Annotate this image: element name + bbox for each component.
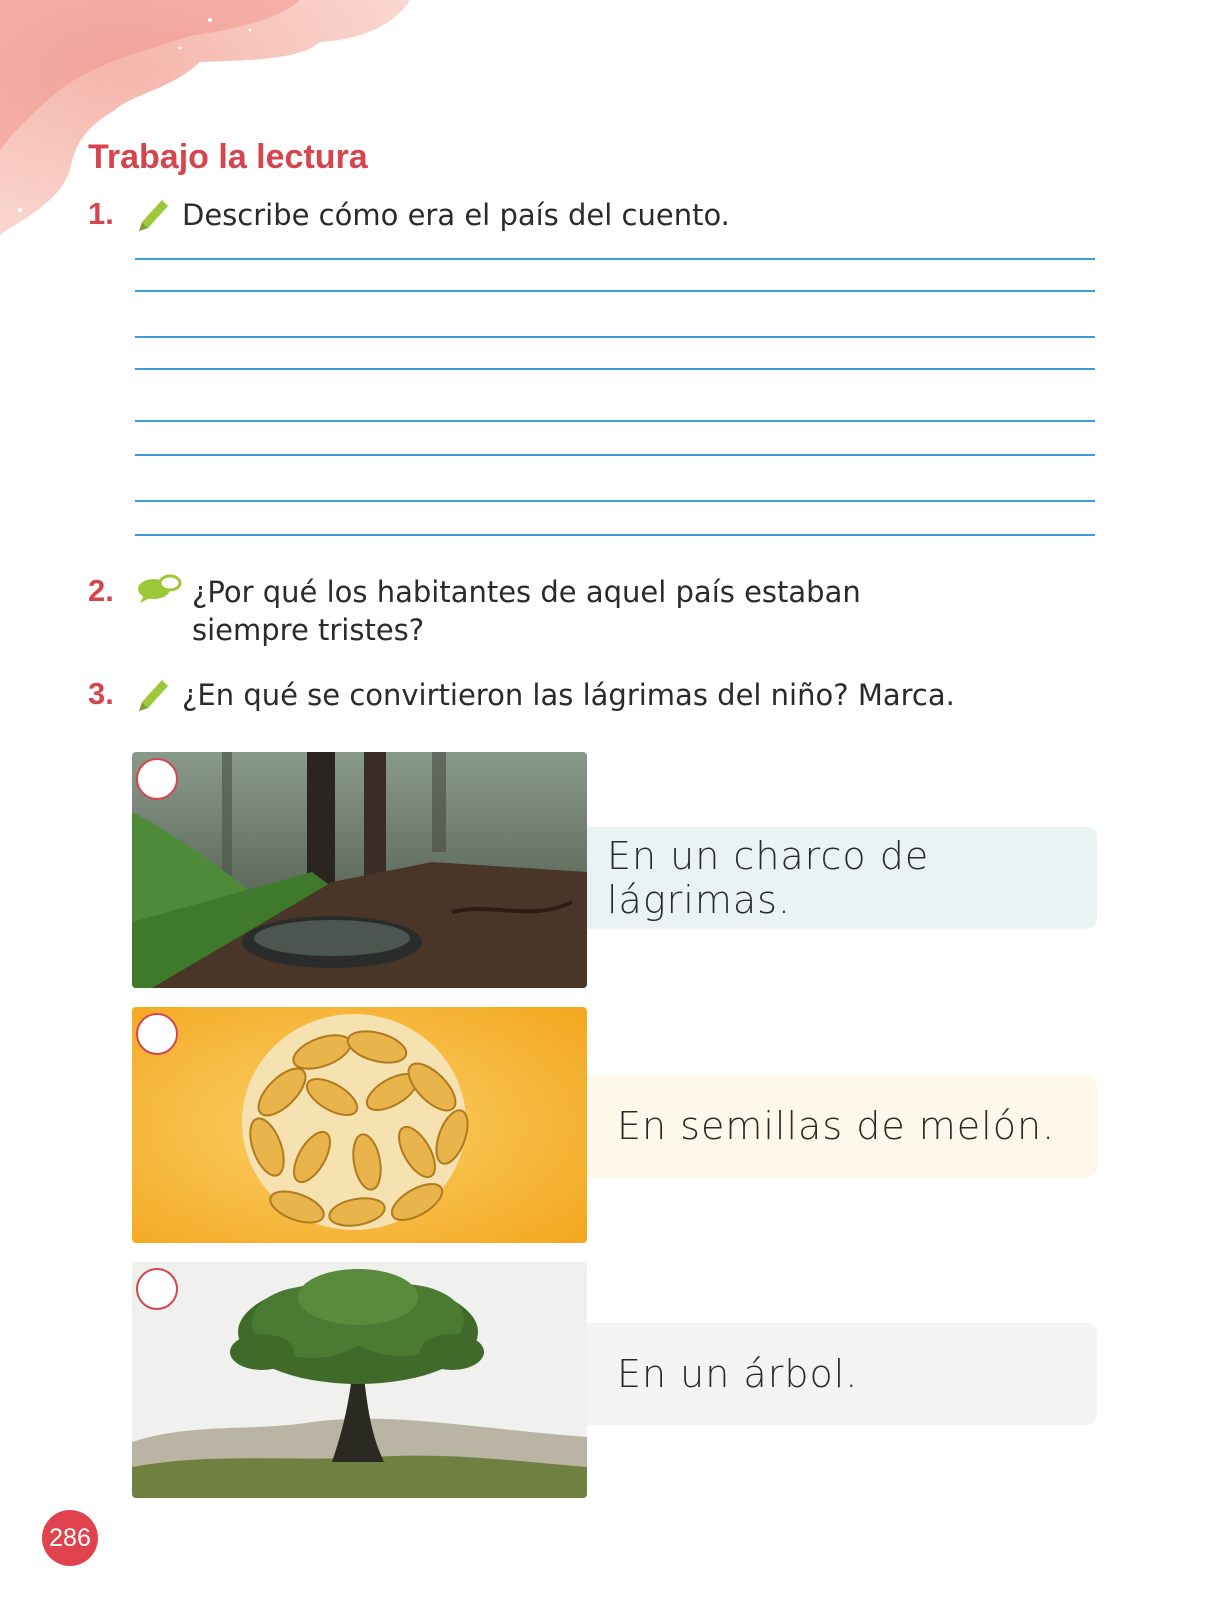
question-number: 3. [88, 676, 114, 711]
page-number: 286 [42, 1510, 98, 1566]
option-checkbox[interactable] [136, 1268, 178, 1310]
question-number: 1. [88, 196, 114, 231]
question-text: ¿Por qué los habitantes de aquel país estaban siempre tristes? [192, 575, 861, 647]
option-label: En semillas de melón. [617, 1104, 1056, 1148]
pencil-icon [134, 192, 174, 232]
option-label: En un charco de lágrimas. [607, 834, 930, 922]
tree-image [132, 1262, 587, 1498]
speech-bubbles-icon [134, 569, 184, 609]
option-charco [132, 752, 1097, 988]
question-1 [88, 196, 730, 234]
option-arbol [132, 1262, 1097, 1498]
option-checkbox[interactable] [136, 1013, 178, 1055]
section-title: Trabajo la lectura [88, 138, 368, 176]
option-checkbox[interactable] [136, 758, 178, 800]
option-label-box [587, 1075, 1097, 1177]
question-text: Describe cómo era el país del cuento. [182, 198, 730, 232]
question-3 [88, 676, 955, 714]
option-label: En un árbol. [617, 1352, 859, 1396]
melon-seeds-image [132, 1007, 587, 1243]
question-2 [88, 573, 932, 649]
pencil-icon [134, 672, 174, 712]
forest-puddle-image [132, 752, 587, 988]
question-number: 2. [88, 573, 114, 608]
option-semillas [132, 1007, 1097, 1243]
question-text: ¿En qué se convirtieron las lágrimas del niño? Marca. [182, 678, 955, 712]
option-label-box [587, 1323, 1097, 1425]
option-label-box [587, 827, 1097, 929]
